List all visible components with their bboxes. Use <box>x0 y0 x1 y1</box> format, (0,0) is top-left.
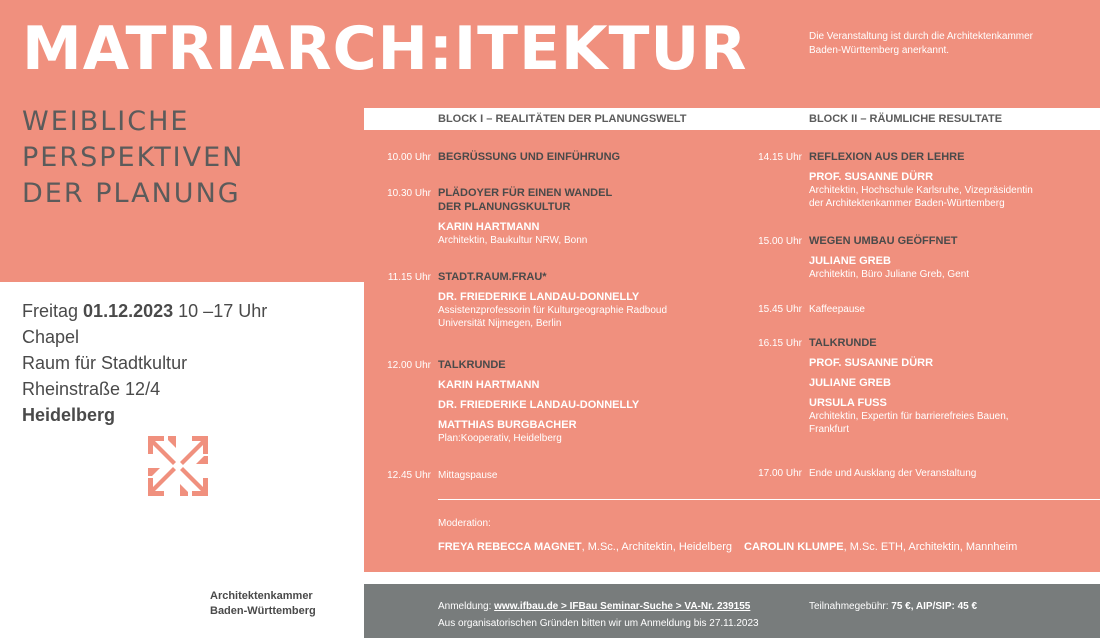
speaker-desc: Architektin, Hochschule Karlsruhe, Vizepräsidentin der Architektenkammer Baden-Württemberg <box>809 185 1033 209</box>
organizer-line: Baden-Württemberg <box>210 605 316 617</box>
organizer-name <box>210 589 316 619</box>
event-info <box>22 298 267 428</box>
moderator-name: FREYA REBECCA MAGNET <box>438 541 582 553</box>
item-title: BEGRÜSSUNG UND EINFÜHRUNG <box>438 151 621 163</box>
speaker-desc: Architektin, Baukultur NRW, Bonn <box>438 235 588 246</box>
speaker-desc: Plan:Kooperativ, Heidelberg <box>438 433 562 444</box>
speaker-name: KARIN HARTMANN <box>438 221 540 233</box>
event-day: Freitag <box>22 301 79 321</box>
event-subtitle <box>22 104 244 212</box>
block2-schedule <box>735 150 1100 482</box>
speaker-name: DR. FRIEDERIKE LANDAU-DONNELLY <box>438 399 640 411</box>
schedule-item <box>364 358 694 468</box>
item-title: WEGEN UMBAU GEÖFFNET <box>809 235 958 247</box>
registration-label: Anmeldung: <box>438 601 495 612</box>
fee-info <box>809 600 977 614</box>
speaker-desc: Architektin, Büro Juliane Greb, Gent <box>809 269 970 280</box>
schedule-item <box>364 186 694 270</box>
speaker-name: URSULA FUSS <box>809 397 887 409</box>
moderator-name: CAROLIN KLUMPE <box>744 541 844 553</box>
moderator-desc: , M.Sc. ETH, Architektin, Mannheim <box>843 541 1018 553</box>
speaker-name: MATTHIAS BURGBACHER <box>438 419 577 431</box>
schedule-item <box>735 150 1100 234</box>
fee-value: 75 €, AIP/SIP: 45 € <box>891 601 978 612</box>
item-time: 14.15 Uhr <box>758 152 802 163</box>
item-time: 12.45 Uhr <box>387 470 431 481</box>
item-time: 15.45 Uhr <box>758 304 802 315</box>
schedule-item <box>364 150 694 186</box>
section-divider <box>438 499 1100 500</box>
speaker-name: PROF. SUSANNE DÜRR <box>809 357 934 369</box>
registration-line <box>438 600 750 614</box>
schedule-item <box>735 234 1100 302</box>
schedule-item <box>364 270 694 358</box>
speaker-name: KARIN HARTMANN <box>438 379 540 391</box>
event-title: MATRIARCH:ITEKTUR <box>22 14 748 84</box>
item-title: PLÄDOYER FÜR EINEN WANDEL DER PLANUNGSKULTUR <box>438 187 613 213</box>
venue-street: Rheinstraße 12/4 <box>22 379 161 399</box>
block1-schedule <box>364 150 694 484</box>
item-time: 12.00 Uhr <box>387 360 431 371</box>
item-title: TALKRUNDE <box>438 359 506 371</box>
schedule-item <box>735 336 1100 466</box>
event-time: 10 –17 Uhr <box>178 301 268 321</box>
block2-heading: BLOCK II – RÄUMLICHE RESULTATE <box>809 113 1003 125</box>
block1-heading: BLOCK I – REALITÄTEN DER PLANUNGSWELT <box>438 113 687 125</box>
subtitle-line: WEIBLICHE <box>22 106 190 137</box>
speaker-desc: Architektin, Expertin für barrierefreies Bauen, Frankfurt <box>809 411 1009 435</box>
item-time: 15.00 Uhr <box>758 236 802 247</box>
item-title: Ende und Ausklang der Veranstaltung <box>809 468 977 479</box>
venue-city: Heidelberg <box>22 405 116 425</box>
moderation-label: Moderation: <box>438 518 491 529</box>
schedule-item <box>735 302 1100 336</box>
item-title: TALKRUNDE <box>809 337 877 349</box>
subtitle-line: DER PLANUNG <box>22 178 241 209</box>
item-title: Mittagspause <box>438 470 498 481</box>
accreditation-note: Die Veranstaltung ist durch die Architektenkammer Baden-Württemberg anerkannt. <box>809 31 1033 56</box>
item-time: 10.30 Uhr <box>387 188 431 199</box>
item-title: REFLEXION AUS DER LEHRE <box>809 151 965 163</box>
registration-deadline: Aus organisatorischen Gründen bitten wir um Anmeldung bis 27.11.2023 <box>438 618 759 629</box>
item-title: Kaffeepause <box>809 304 865 315</box>
moderator-desc: , M.Sc., Architektin, Heidelberg <box>581 541 733 553</box>
schedule-item <box>735 466 1100 482</box>
organizer-line: Architektenkammer <box>210 590 313 602</box>
speaker-name: JULIANE GREB <box>809 255 891 267</box>
chamber-logo-icon <box>146 434 210 498</box>
item-title: STADT.RAUM.FRAU* <box>438 271 547 283</box>
item-time: 11.15 Uhr <box>387 272 431 283</box>
item-time: 17.00 Uhr <box>758 468 802 479</box>
speaker-desc: Assistenzprofessorin für Kulturgeographie Radboud Universität Nijmegen, Berlin <box>438 305 668 329</box>
speaker-name: DR. FRIEDERIKE LANDAU-DONNELLY <box>438 291 640 303</box>
speaker-name: PROF. SUSANNE DÜRR <box>809 171 934 183</box>
moderators <box>438 540 1017 554</box>
venue-name: Chapel <box>22 327 80 347</box>
subtitle-line: PERSPEKTIVEN <box>22 142 245 173</box>
fee-label: Teilnahmegebühr: <box>809 601 892 612</box>
schedule-item <box>364 468 694 484</box>
item-time: 10.00 Uhr <box>387 152 431 163</box>
registration-link[interactable]: www.ifbau.de > IFBau Seminar-Suche > VA-Nr. 239155 <box>494 601 751 612</box>
item-time: 16.15 Uhr <box>758 338 802 349</box>
date-line <box>22 298 267 324</box>
speaker-name: JULIANE GREB <box>809 377 891 389</box>
venue-subtitle: Raum für Stadtkultur <box>22 353 188 373</box>
event-date: 01.12.2023 <box>83 301 174 321</box>
